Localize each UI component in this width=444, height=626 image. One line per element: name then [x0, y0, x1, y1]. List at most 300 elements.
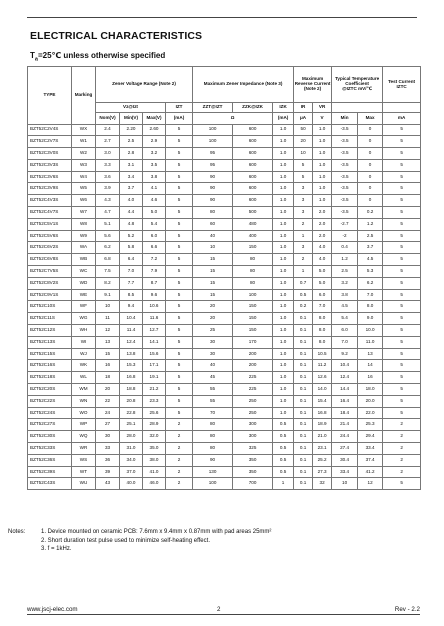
- type-cell: BZT52C6V8S: [28, 254, 72, 266]
- value-cell: 6.4: [120, 254, 143, 266]
- value-cell: 46.0: [143, 478, 166, 490]
- value-cell: 5: [166, 159, 193, 171]
- value-cell: 5: [166, 254, 193, 266]
- table-row: [28, 230, 421, 242]
- marking-cell: W4: [72, 171, 96, 183]
- value-cell: 1.2: [332, 254, 358, 266]
- type-cell: BZT52C24S: [28, 407, 72, 419]
- value-cell: 13: [96, 336, 120, 348]
- value-cell: 200: [233, 348, 273, 360]
- value-cell: 2: [166, 443, 193, 455]
- value-cell: 8.0: [358, 301, 383, 313]
- value-cell: 1.0: [273, 159, 294, 171]
- value-cell: 32.0: [143, 431, 166, 443]
- table-row: [28, 466, 421, 478]
- value-cell: 600: [233, 136, 273, 148]
- value-cell: 3.8: [332, 289, 358, 301]
- value-cell: 100: [193, 124, 233, 136]
- value-cell: 1.0: [273, 171, 294, 183]
- value-cell: 80: [193, 443, 233, 455]
- value-cell: 0.1: [294, 443, 313, 455]
- col-header-zzt: ZZT@IZT: [193, 103, 233, 113]
- col-header-izk: IZK: [273, 103, 294, 113]
- value-cell: 600: [233, 159, 273, 171]
- marking-cell: WK: [72, 360, 96, 372]
- value-cell: 40: [193, 230, 233, 242]
- value-cell: 15: [193, 266, 233, 278]
- value-cell: 37.0: [120, 466, 143, 478]
- value-cell: 20.8: [120, 395, 143, 407]
- value-cell: 5: [166, 230, 193, 242]
- value-cell: 5: [166, 384, 193, 396]
- value-cell: 130: [193, 466, 233, 478]
- value-cell: 2: [294, 218, 313, 230]
- marking-cell: W7: [72, 207, 96, 219]
- type-cell: BZT52C13S: [28, 336, 72, 348]
- value-cell: 16: [96, 360, 120, 372]
- value-cell: 18: [96, 372, 120, 384]
- type-cell: BZT52C36S: [28, 454, 72, 466]
- value-cell: 4.6: [143, 195, 166, 207]
- table-row: [28, 289, 421, 301]
- value-cell: 25.6: [143, 407, 166, 419]
- table-row: [28, 348, 421, 360]
- value-cell: 350: [233, 466, 273, 478]
- value-cell: 1.0: [273, 395, 294, 407]
- value-cell: 8.0: [313, 325, 332, 337]
- value-cell: 150: [233, 325, 273, 337]
- type-cell: BZT52C3V6S: [28, 171, 72, 183]
- type-cell: BZT52C15S: [28, 348, 72, 360]
- value-cell: 5: [166, 207, 193, 219]
- value-cell: 8.2: [96, 277, 120, 289]
- value-cell: 24.4: [332, 431, 358, 443]
- value-cell: 1.0: [273, 218, 294, 230]
- marking-cell: WL: [72, 372, 96, 384]
- value-cell: 100: [193, 478, 233, 490]
- value-cell: 5.1: [96, 218, 120, 230]
- value-cell: 40: [193, 360, 233, 372]
- marking-cell: WU: [72, 478, 96, 490]
- value-cell: 40.0: [120, 478, 143, 490]
- value-cell: 28.9: [143, 419, 166, 431]
- value-cell: 5: [383, 301, 421, 313]
- table-row: [28, 136, 421, 148]
- type-cell: BZT52C22S: [28, 395, 72, 407]
- value-cell: 12.7: [143, 325, 166, 337]
- value-cell: 20: [193, 313, 233, 325]
- marking-cell: WS: [72, 454, 96, 466]
- marking-cell: WH: [72, 325, 96, 337]
- value-cell: 1.0: [313, 124, 332, 136]
- value-cell: 2.9: [143, 136, 166, 148]
- col-header-marking: Marking: [72, 67, 96, 125]
- value-cell: 5: [166, 289, 193, 301]
- unit-ohm: Ω: [193, 113, 273, 125]
- marking-cell: WB: [72, 254, 96, 266]
- value-cell: 0.4: [332, 242, 358, 254]
- value-cell: 4.1: [143, 183, 166, 195]
- value-cell: 2: [166, 419, 193, 431]
- value-cell: 5: [166, 395, 193, 407]
- type-cell: BZT52C2V4S: [28, 124, 72, 136]
- value-cell: 2: [383, 419, 421, 431]
- value-cell: 9.6: [143, 289, 166, 301]
- value-cell: 28.0: [120, 431, 143, 443]
- value-cell: 5: [383, 395, 421, 407]
- value-cell: 0.2: [294, 301, 313, 313]
- value-cell: -2: [332, 230, 358, 242]
- value-cell: 1: [294, 266, 313, 278]
- value-cell: 300: [233, 419, 273, 431]
- value-cell: 4.4: [120, 207, 143, 219]
- table-row: [28, 159, 421, 171]
- value-cell: 24: [96, 407, 120, 419]
- value-cell: 2: [166, 478, 193, 490]
- marking-cell: WO: [72, 407, 96, 419]
- value-cell: 0.1: [294, 466, 313, 478]
- value-cell: 1.0: [273, 313, 294, 325]
- type-cell: BZT52C6V2S: [28, 242, 72, 254]
- value-cell: 5: [383, 183, 421, 195]
- value-cell: 10: [294, 148, 313, 160]
- value-cell: 7.7: [120, 277, 143, 289]
- value-cell: 5: [383, 289, 421, 301]
- value-cell: 6.0: [143, 230, 166, 242]
- value-cell: 80: [193, 207, 233, 219]
- value-cell: 27.3: [313, 466, 332, 478]
- value-cell: 0.2: [358, 207, 383, 219]
- value-cell: 18.4: [332, 407, 358, 419]
- value-cell: 2: [294, 254, 313, 266]
- value-cell: 7.2: [143, 254, 166, 266]
- value-cell: 5: [383, 254, 421, 266]
- value-cell: 33.4: [358, 443, 383, 455]
- col-header-zener-voltage: Zener Voltage Range (Note 2): [96, 67, 193, 103]
- value-cell: 7.9: [143, 266, 166, 278]
- table-row: [28, 336, 421, 348]
- value-cell: 5: [166, 195, 193, 207]
- marking-cell: WP: [72, 419, 96, 431]
- value-cell: 1.0: [313, 136, 332, 148]
- value-cell: 5.2: [120, 230, 143, 242]
- value-cell: 8.7: [143, 277, 166, 289]
- value-cell: 30.4: [332, 454, 358, 466]
- table-row: [28, 384, 421, 396]
- value-cell: 5: [383, 171, 421, 183]
- table-row: [28, 478, 421, 490]
- col-header-temp-coeff: Typical Temperature Coefficient @IZTC mV/℃: [332, 67, 383, 103]
- table-row: [28, 254, 421, 266]
- value-cell: 31.0: [120, 443, 143, 455]
- value-cell: 0: [358, 148, 383, 160]
- value-cell: 6.0: [313, 289, 332, 301]
- value-cell: 10: [193, 242, 233, 254]
- footer-url[interactable]: www.jscj-elec.com: [27, 606, 78, 613]
- value-cell: 2.7: [96, 136, 120, 148]
- value-cell: 11.6: [143, 313, 166, 325]
- value-cell: 3.4: [120, 171, 143, 183]
- value-cell: 2.60: [143, 124, 166, 136]
- value-cell: 0: [358, 171, 383, 183]
- col-header-izt: IZT: [166, 103, 193, 113]
- value-cell: 21.0: [313, 431, 332, 443]
- value-cell: 1.0: [273, 266, 294, 278]
- value-cell: 0.1: [294, 395, 313, 407]
- value-cell: 1.0: [273, 183, 294, 195]
- type-cell: BZT52C43S: [28, 478, 72, 490]
- value-cell: 11.0: [358, 336, 383, 348]
- value-cell: 95: [193, 148, 233, 160]
- table-row: [28, 443, 421, 455]
- note-3: 3. f = 1kHz.: [41, 546, 72, 552]
- value-cell: 0.1: [294, 384, 313, 396]
- value-cell: 11.4: [120, 325, 143, 337]
- value-cell: 5: [166, 136, 193, 148]
- value-cell: 7.0: [358, 289, 383, 301]
- value-cell: 80: [193, 431, 233, 443]
- value-cell: 0.5: [273, 466, 294, 478]
- value-cell: 21.4: [332, 419, 358, 431]
- marking-cell: WG: [72, 313, 96, 325]
- value-cell: 23.1: [313, 443, 332, 455]
- value-cell: 9.0: [358, 313, 383, 325]
- table-row: [28, 313, 421, 325]
- value-cell: 7.5: [96, 266, 120, 278]
- value-cell: 3: [294, 195, 313, 207]
- type-cell: BZT52C30S: [28, 431, 72, 443]
- value-cell: 10: [332, 478, 358, 490]
- type-cell: BZT52C2V7S: [28, 136, 72, 148]
- value-cell: 700: [233, 478, 273, 490]
- value-cell: 1.0: [273, 254, 294, 266]
- value-cell: 5.3: [358, 266, 383, 278]
- value-cell: 33.4: [332, 466, 358, 478]
- marking-cell: W2: [72, 148, 96, 160]
- value-cell: 5.0: [143, 207, 166, 219]
- table-row: [28, 242, 421, 254]
- unit-izk: (mA): [273, 113, 294, 125]
- value-cell: 20: [193, 301, 233, 313]
- value-cell: 2.5: [332, 266, 358, 278]
- top-rule: [27, 17, 417, 18]
- value-cell: 5: [166, 360, 193, 372]
- value-cell: 33: [96, 443, 120, 455]
- value-cell: 0.1: [294, 431, 313, 443]
- value-cell: -3.5: [332, 148, 358, 160]
- value-cell: 5: [294, 171, 313, 183]
- col-header-ir: IR: [294, 103, 313, 113]
- value-cell: 400: [233, 230, 273, 242]
- value-cell: 80: [193, 419, 233, 431]
- value-cell: 0: [358, 183, 383, 195]
- notes-block: [8, 528, 428, 554]
- value-cell: 3.0: [96, 148, 120, 160]
- value-cell: 25.2: [313, 454, 332, 466]
- value-cell: 250: [233, 407, 273, 419]
- value-cell: 15: [193, 289, 233, 301]
- value-cell: 6.2: [358, 277, 383, 289]
- value-cell: 5: [383, 336, 421, 348]
- value-cell: 5: [383, 159, 421, 171]
- value-cell: 11.2: [313, 360, 332, 372]
- value-cell: 3: [294, 207, 313, 219]
- value-cell: 1.0: [273, 277, 294, 289]
- marking-cell: W3: [72, 159, 96, 171]
- value-cell: 1.0: [273, 301, 294, 313]
- type-cell: BZT52C33S: [28, 443, 72, 455]
- value-cell: 1: [294, 230, 313, 242]
- value-cell: 3.5: [143, 159, 166, 171]
- value-cell: 150: [233, 313, 273, 325]
- table-row: [28, 195, 421, 207]
- value-cell: 55: [193, 395, 233, 407]
- marking-cell: WQ: [72, 431, 96, 443]
- value-cell: 43: [96, 478, 120, 490]
- revision: Rev - 2.2: [394, 606, 420, 613]
- value-cell: 2: [166, 454, 193, 466]
- value-cell: 1.0: [273, 384, 294, 396]
- table-row: [28, 183, 421, 195]
- type-cell: BZT52C12S: [28, 325, 72, 337]
- value-cell: 3.3: [96, 159, 120, 171]
- value-cell: 5: [383, 372, 421, 384]
- value-cell: 5: [166, 372, 193, 384]
- col-header-vr: VR: [313, 103, 332, 113]
- type-cell: BZT52C7V5S: [28, 266, 72, 278]
- value-cell: 32: [313, 478, 332, 490]
- value-cell: 2: [383, 443, 421, 455]
- value-cell: 0.1: [294, 313, 313, 325]
- value-cell: 150: [233, 301, 273, 313]
- value-cell: 0.5: [273, 431, 294, 443]
- value-cell: 5: [166, 277, 193, 289]
- value-cell: 5.0: [313, 266, 332, 278]
- type-cell: BZT52C39S: [28, 466, 72, 478]
- unit-test-ma: mA: [383, 113, 421, 125]
- unit-ua: μA: [294, 113, 313, 125]
- value-cell: -3.5: [332, 159, 358, 171]
- value-cell: 1.0: [273, 148, 294, 160]
- type-cell: BZT52C18S: [28, 372, 72, 384]
- value-cell: 5.4: [332, 313, 358, 325]
- value-cell: 5: [166, 407, 193, 419]
- table-row: [28, 372, 421, 384]
- value-cell: 5: [166, 301, 193, 313]
- value-cell: 2.8: [120, 148, 143, 160]
- value-cell: 6.2: [96, 242, 120, 254]
- value-cell: 5: [383, 207, 421, 219]
- value-cell: 80: [233, 254, 273, 266]
- value-cell: 4.0: [120, 195, 143, 207]
- type-cell: BZT52C9V1S: [28, 289, 72, 301]
- type-cell: BZT52C5V6S: [28, 230, 72, 242]
- table-row: [28, 218, 421, 230]
- table-row: [28, 419, 421, 431]
- value-cell: 2: [166, 431, 193, 443]
- marking-cell: WM: [72, 384, 96, 396]
- value-cell: 1.0: [273, 230, 294, 242]
- type-cell: BZT52C3V0S: [28, 148, 72, 160]
- value-cell: 20: [96, 384, 120, 396]
- value-cell: 1.0: [273, 242, 294, 254]
- value-cell: 0.1: [294, 325, 313, 337]
- marking-cell: WI: [72, 336, 96, 348]
- marking-cell: W5: [72, 183, 96, 195]
- unit-max-v: Max(V): [143, 113, 166, 125]
- value-cell: 5: [383, 136, 421, 148]
- value-cell: 60: [193, 218, 233, 230]
- value-cell: 13: [358, 348, 383, 360]
- value-cell: 10.6: [143, 301, 166, 313]
- value-cell: 39: [96, 466, 120, 478]
- value-cell: 5: [166, 171, 193, 183]
- value-cell: 30: [193, 336, 233, 348]
- value-cell: 6.8: [96, 254, 120, 266]
- value-cell: 20: [294, 136, 313, 148]
- value-cell: 1.0: [273, 136, 294, 148]
- type-cell: BZT52C20S: [28, 384, 72, 396]
- value-cell: 6.6: [143, 242, 166, 254]
- value-cell: 36: [96, 454, 120, 466]
- value-cell: 12.6: [313, 372, 332, 384]
- value-cell: 5: [294, 159, 313, 171]
- value-cell: 15.3: [120, 360, 143, 372]
- value-cell: 2: [383, 466, 421, 478]
- marking-cell: WC: [72, 266, 96, 278]
- unit-tc-min: Min: [332, 113, 358, 125]
- col-header-test-blank: [383, 103, 421, 113]
- value-cell: 1.0: [273, 195, 294, 207]
- value-cell: 1.0: [273, 348, 294, 360]
- value-cell: 35.0: [143, 443, 166, 455]
- col-header-vz: Vz@Izt: [96, 103, 166, 113]
- value-cell: 90: [193, 171, 233, 183]
- type-cell: BZT52C3V3S: [28, 159, 72, 171]
- value-cell: 5.8: [120, 242, 143, 254]
- value-cell: 2: [166, 466, 193, 478]
- value-cell: 480: [233, 218, 273, 230]
- value-cell: 8.0: [313, 336, 332, 348]
- electrical-characteristics-table: [27, 66, 421, 490]
- table-row: [28, 171, 421, 183]
- value-cell: 1.0: [273, 207, 294, 219]
- value-cell: 0.1: [294, 348, 313, 360]
- value-cell: 2: [383, 431, 421, 443]
- value-cell: 10.0: [358, 325, 383, 337]
- value-cell: 1.0: [273, 325, 294, 337]
- marking-cell: W1: [72, 136, 96, 148]
- value-cell: 3.7: [358, 242, 383, 254]
- value-cell: 41.0: [143, 466, 166, 478]
- value-cell: 3.6: [96, 171, 120, 183]
- value-cell: 4.3: [96, 195, 120, 207]
- type-cell: BZT52C4V7S: [28, 207, 72, 219]
- value-cell: 12.4: [120, 336, 143, 348]
- value-cell: 1.0: [313, 159, 332, 171]
- value-cell: 3: [294, 242, 313, 254]
- value-cell: 600: [233, 183, 273, 195]
- value-cell: 5: [166, 266, 193, 278]
- value-cell: 38.0: [143, 454, 166, 466]
- value-cell: 1.0: [313, 171, 332, 183]
- unit-nom: Nom(V): [96, 113, 120, 125]
- value-cell: 5: [166, 336, 193, 348]
- value-cell: 2.0: [313, 207, 332, 219]
- value-cell: 0.5: [273, 454, 294, 466]
- value-cell: 17.1: [143, 360, 166, 372]
- value-cell: 1.2: [358, 218, 383, 230]
